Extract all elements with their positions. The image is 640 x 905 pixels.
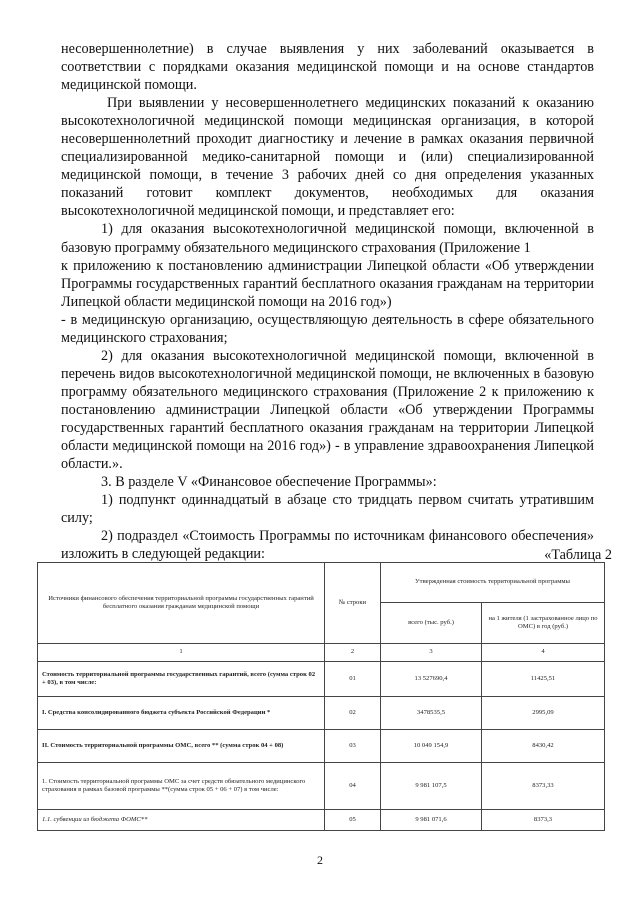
row-no: 05 — [325, 810, 381, 831]
row-name: II. Стоимость территориальной программы ОМС, всего ** (сумма строк 04 + 08) — [38, 730, 325, 763]
row-total: 9 981 107,5 — [381, 763, 482, 810]
row-total: 10 049 154,9 — [381, 730, 482, 763]
col-number: 3 — [381, 644, 482, 662]
paragraph: При выявлении у несовершеннолетнего медицинских показаний к оказанию высокотехнологичной медицинской помощи медицинская организация, в которой несовершеннолетний проходит диагностику и лечение в рамках оказания первичной специализированной медико-санитарной помощи и (или) специализированной медицинской помощи, в течение 3 рабочих дней со дня определения указанных показаний готовит комплект документов, необходимых для оказания высокотехнологичной медицинской помощи, и представляет его: — [61, 95, 594, 220]
page-number: 2 — [317, 853, 323, 867]
header-total: всего (тыс. руб.) — [381, 603, 482, 644]
row-per-person: 8373,3 — [482, 810, 605, 831]
paragraph: к приложению к постановлению администрации Липецкой области «Об утверждении Программы государственных гарантий бесплатного оказания гражданам на территории Липецкой области медицинской помощи на 2016 год») — [61, 257, 594, 310]
table-row — [38, 810, 605, 831]
col-number: 2 — [325, 644, 381, 662]
row-no: 04 — [325, 763, 381, 810]
row-per-person: 11425,51 — [482, 662, 605, 697]
table-row — [38, 730, 605, 763]
row-name: Стоимость территориальной программы государственных гарантий, всего (сумма строк 02 + 03), в том числе: — [38, 662, 325, 697]
row-per-person: 8373,33 — [482, 763, 605, 810]
row-name: 1. Стоимость территориальной программы ОМС за счет средств обязательного медицинского страхования в рамках базовой программы **(сумма строк 05 + 06 + 07) в том числе: — [38, 763, 325, 810]
row-no: 03 — [325, 730, 381, 763]
table-row — [38, 662, 605, 697]
paragraph: 1) подпункт одиннадцатый в абзаце сто тридцать первом считать утратившим силу; — [61, 492, 594, 527]
financing-table — [37, 562, 605, 831]
row-total: 9 981 071,6 — [381, 810, 482, 831]
paragraph: 2) подраздел «Стоимость Программы по источникам финансового обеспечения» изложить в следующей редакции: — [61, 528, 594, 563]
row-per-person: 2995,09 — [482, 697, 605, 730]
row-total: 3478535,5 — [381, 697, 482, 730]
paragraph: 2) для оказания высокотехнологичной медицинской помощи, включенной в перечень видов высокотехнологичной медицинской помощи, не включенных в базовую программу обязательного медицинского страхования (Приложение 2 к приложению к постановлению администрации Липецкой области «Об утверждении Программы государственных гарантий бесплатного оказания гражданам на территории Липецкой области медицинской помощи на 2016 год») - в управление здравоохранения Липецкой области.». — [61, 347, 594, 473]
header-row-no: № строки — [325, 563, 381, 644]
table-row — [38, 763, 605, 810]
paragraph: 1) для оказания высокотехнологичной медицинской помощи, включенной в базовую программу обязательного медицинского страхования (Приложение 1 — [61, 221, 594, 256]
header-approved-cost: Утвержденная стоимость территориальной программы — [381, 563, 605, 603]
paragraph: 3. В разделе V «Финансовое обеспечение Программы»: — [101, 474, 437, 491]
row-no: 01 — [325, 662, 381, 697]
body-text — [61, 40, 594, 563]
header-per-person: на 1 жителя (1 застрахованное лицо по ОМС) в год (руб.) — [482, 603, 605, 644]
row-per-person: 8430,42 — [482, 730, 605, 763]
paragraph: - в медицинскую организацию, осуществляющую деятельность в сфере обязательного медицинского страхования; — [61, 311, 594, 346]
col-number: 1 — [38, 644, 325, 662]
row-total: 13 527690,4 — [381, 662, 482, 697]
row-no: 02 — [325, 697, 381, 730]
paragraph: несовершеннолетние) в случае выявления у них заболеваний оказывается в соответствии с порядками оказания медицинской помощи и на основе стандартов медицинской помощи. — [61, 41, 594, 94]
row-name: I. Средства консолидированного бюджета субъекта Российской Федерации * — [38, 697, 325, 730]
row-name: 1.1. субвенции из бюджета ФОМС** — [38, 810, 325, 831]
header-source: Источники финансового обеспечения территориальной программы государственных гарантий бесплатного оказания гражданам медицинской помощи — [38, 563, 325, 644]
table-row — [38, 697, 605, 730]
col-number: 4 — [482, 644, 605, 662]
table-caption: «Таблица 2 — [544, 547, 612, 563]
